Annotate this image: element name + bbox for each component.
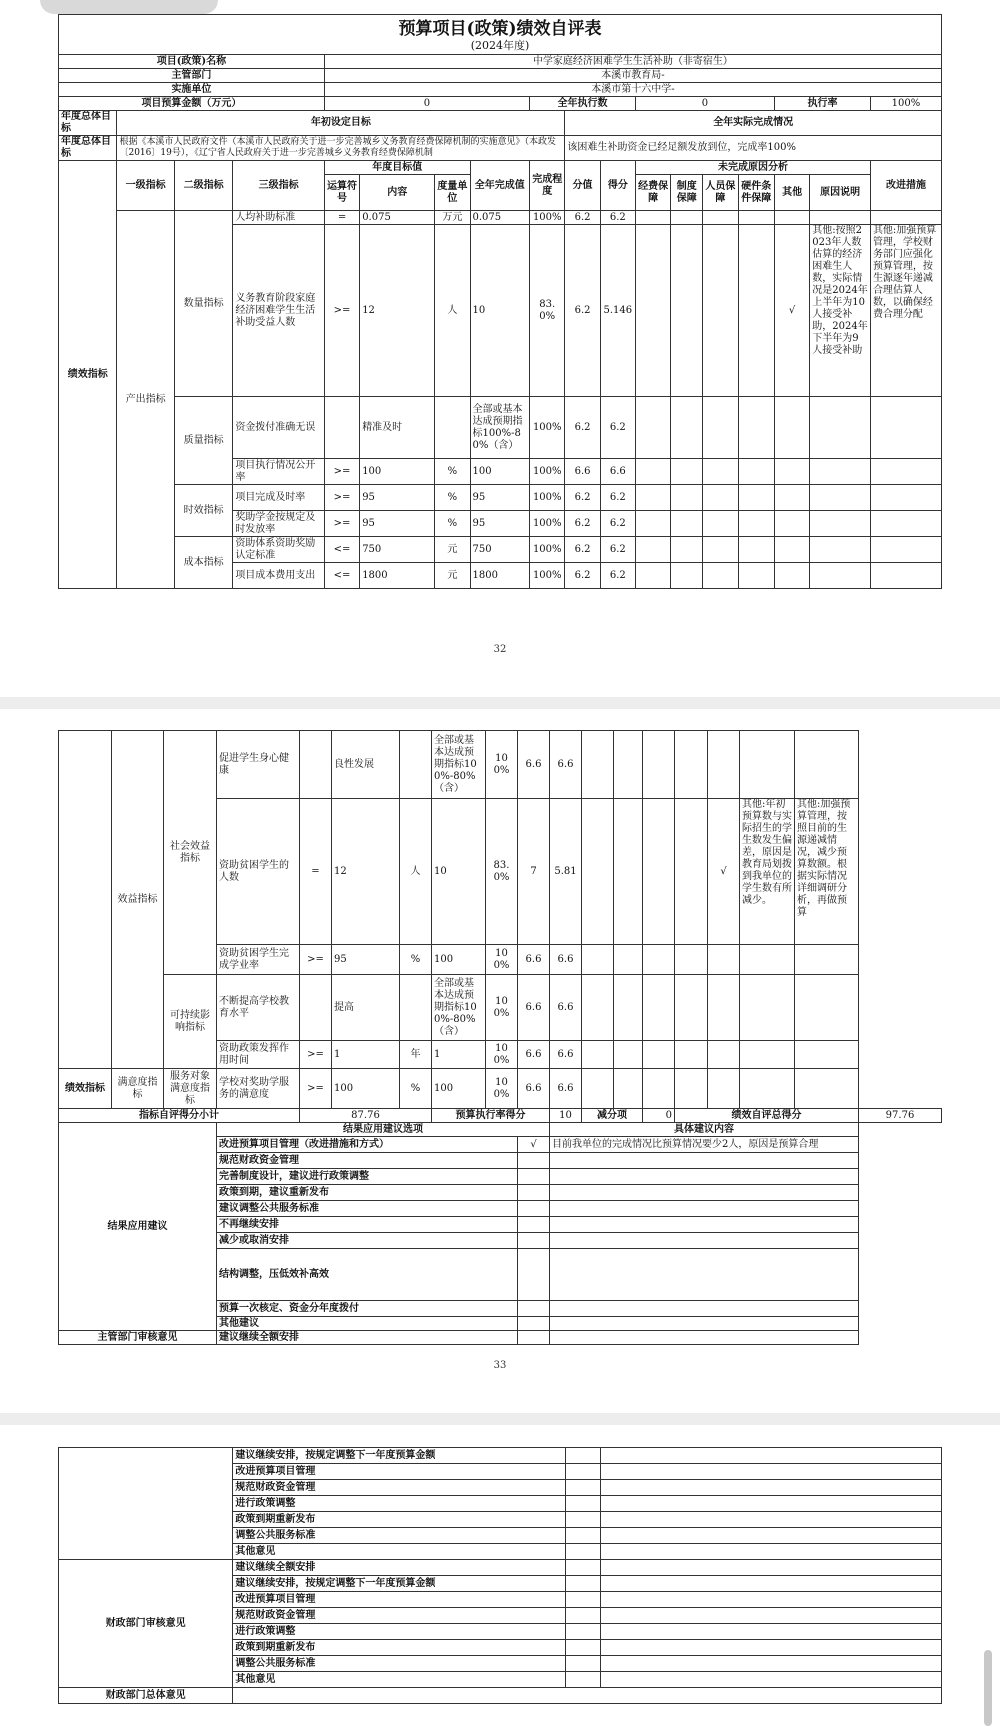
- output-label: 产出指标: [117, 211, 174, 589]
- score: 6.2: [600, 397, 635, 459]
- op: =: [324, 211, 359, 225]
- content: 精准及时: [360, 397, 435, 459]
- quantity-label: 数量指标: [174, 211, 232, 397]
- actual-text: 该困难生补助资金已经足额发放到位，完成率100%: [565, 136, 942, 161]
- content: 95: [360, 511, 435, 537]
- indicator-name: 奖助学金按规定及时发放率: [233, 511, 325, 537]
- score: 6.2: [600, 511, 635, 537]
- table-title-cell: [59, 15, 942, 55]
- full-year: 全部或基本达成预期指标100%-80%（含）: [470, 397, 530, 459]
- score: 6.2: [600, 537, 635, 563]
- scrollbar[interactable]: [984, 1650, 992, 1726]
- header-improve: 改进措施: [870, 161, 941, 211]
- dept-review-value: 建议继续全额安排: [217, 1331, 518, 1345]
- header-r5: 其他: [774, 175, 809, 211]
- review-item: 改进预算项目管理: [233, 1592, 565, 1608]
- completion: 100%: [530, 537, 565, 563]
- deduct-label: 减分项: [582, 1109, 643, 1123]
- completion: 100%: [530, 397, 565, 459]
- completion: 100%: [486, 975, 518, 1041]
- indicator-name: 促进学生身心健康: [217, 731, 300, 799]
- header-lvl2: 二级指标: [174, 161, 232, 211]
- review-item: 进行政策调整: [233, 1496, 565, 1512]
- detail-label: 具体建议内容: [550, 1123, 859, 1137]
- completion: 100%: [486, 945, 518, 975]
- option-text: 预算一次核定、资金分年度拨付: [217, 1301, 518, 1317]
- dept-label: 主管部门: [59, 69, 325, 83]
- actual-label: 全年实际完成情况: [565, 111, 942, 136]
- review-item: 建议继续安排，按规定调整下一年度预算金额: [233, 1448, 565, 1464]
- page-34: [58, 1447, 942, 1704]
- option-text: 不再继续安排: [217, 1217, 518, 1233]
- score-val: 6.2: [565, 225, 600, 397]
- score: 6.2: [600, 485, 635, 511]
- completion: 83.0%: [530, 225, 565, 397]
- review-item: 规范财政资金管理: [233, 1608, 565, 1624]
- full-year: 1: [432, 1041, 486, 1069]
- unit: [400, 975, 432, 1041]
- score-val: 6.6: [518, 975, 550, 1041]
- init-goal-label: 年初设定目标: [117, 111, 565, 136]
- completion: 83.0%: [486, 799, 518, 945]
- table-row: [59, 731, 942, 799]
- review-item: 调整公共服务标准: [233, 1528, 565, 1544]
- score: 6.6: [550, 975, 582, 1041]
- review-item: 政策到期重新发布: [233, 1512, 565, 1528]
- unit: 元: [435, 563, 470, 589]
- quality-label: 质量指标: [174, 397, 232, 485]
- review-item: 建议继续全额安排: [233, 1560, 565, 1576]
- unit-label: 实施单位: [59, 83, 325, 97]
- op: <=: [324, 537, 359, 563]
- content: 12: [360, 225, 435, 397]
- completion: 100%: [530, 459, 565, 485]
- op: >=: [300, 1041, 332, 1069]
- unit: %: [435, 485, 470, 511]
- score-val: 6.2: [565, 397, 600, 459]
- score-val: 6.6: [518, 945, 550, 975]
- op: >=: [300, 1069, 332, 1109]
- perf-indicator-label: 绩效指标: [59, 161, 117, 589]
- score-val: 6.6: [565, 459, 600, 485]
- deduct-value: 0: [643, 1109, 675, 1123]
- op: <=: [324, 563, 359, 589]
- total-value: 97.76: [859, 1109, 942, 1123]
- content: 提高: [332, 975, 400, 1041]
- content: 1800: [360, 563, 435, 589]
- op: [300, 975, 332, 1041]
- header-lvl1: 一级指标: [117, 161, 174, 211]
- top-tab: [40, 0, 218, 14]
- full-year: 1800: [470, 563, 530, 589]
- op: >=: [324, 511, 359, 537]
- time-label: 时效指标: [174, 485, 232, 537]
- score-val: 6.2: [565, 563, 600, 589]
- result-label: 结果应用建议: [59, 1123, 217, 1331]
- social-label: 社会效益指标: [164, 731, 217, 975]
- header-r2: 制度保障: [671, 175, 703, 211]
- completion: 100%: [486, 731, 518, 799]
- page-separator: [0, 1413, 1000, 1425]
- header-op: 运算符号: [324, 175, 359, 211]
- option-text: 结构调整，压低效补高效: [217, 1249, 518, 1301]
- indicator-name: 资助体系资助奖励认定标准: [233, 537, 325, 563]
- option-check: √: [518, 1137, 550, 1153]
- check-mark: √: [708, 799, 740, 945]
- review-item: 调整公共服务标准: [233, 1656, 565, 1672]
- header-unit: 度量单位: [435, 175, 470, 211]
- header-unfinished: 未完成原因分析: [635, 161, 870, 175]
- service-label: 服务对象满意度指标: [164, 1069, 217, 1109]
- total-label: 绩效自评总得分: [675, 1109, 859, 1123]
- review-table-page3: [58, 1447, 942, 1704]
- score: 6.6: [550, 731, 582, 799]
- table-row: [59, 485, 942, 511]
- option-text: 规范财政资金管理: [217, 1153, 518, 1169]
- unit: %: [435, 511, 470, 537]
- goal-label-2: 年度总体目标: [59, 136, 117, 161]
- score: 5.81: [550, 799, 582, 945]
- completion: 100%: [530, 485, 565, 511]
- score: 6.2: [600, 211, 635, 225]
- score-val: 6.6: [518, 731, 550, 799]
- content: 良性发展: [332, 731, 400, 799]
- score-val: 6.2: [565, 511, 600, 537]
- budget-label: 项目预算金额（万元）: [59, 97, 325, 111]
- finance-overall-label: 财政部门总体意见: [59, 1688, 233, 1704]
- full-year: 100: [432, 945, 486, 975]
- unit: %: [400, 1069, 432, 1109]
- rate-label: 执行率: [774, 97, 870, 111]
- evaluation-table-page2: [58, 730, 942, 1345]
- page-33: [58, 730, 942, 1345]
- dept-review-label: 主管部门审核意见: [59, 1331, 217, 1345]
- options-label: 结果应用建议选项: [217, 1123, 550, 1137]
- unit: %: [435, 459, 470, 485]
- op: =: [300, 799, 332, 945]
- op: >=: [324, 225, 359, 397]
- cost-label: 成本指标: [174, 537, 232, 589]
- header-completion: 完成程度: [530, 161, 565, 211]
- check-mark: √: [774, 225, 809, 397]
- subtotal-value: 87.76: [300, 1109, 432, 1123]
- budget-exec-score: 10: [550, 1109, 582, 1123]
- finance-review-label: 财政部门审核意见: [59, 1560, 233, 1688]
- option-text: 政策到期，建议重新发布: [217, 1185, 518, 1201]
- option-text: 完善制度设计，建议进行政策调整: [217, 1169, 518, 1185]
- full-year: 750: [470, 537, 530, 563]
- score: 6.6: [550, 945, 582, 975]
- full-year: 全部或基本达成预期指标100%-80%（含）: [432, 975, 486, 1041]
- page-number: 33: [493, 1360, 507, 1371]
- full-year: 10: [470, 225, 530, 397]
- option-detail: 目前我单位的完成情况比预算情况要少2人，原因是预算合理: [550, 1137, 859, 1153]
- page-number: 32: [493, 644, 507, 655]
- full-year: 100: [432, 1069, 486, 1109]
- indicator-name: 资金拨付准确无误: [233, 397, 325, 459]
- unit: 年: [400, 1041, 432, 1069]
- op: >=: [300, 945, 332, 975]
- table-row: [59, 975, 942, 1041]
- budget-value: 0: [324, 97, 529, 111]
- review-row: [59, 1448, 942, 1464]
- page-separator: [0, 697, 1000, 709]
- content: 750: [360, 537, 435, 563]
- header-r1: 经费保障: [635, 175, 670, 211]
- table-row: [59, 397, 942, 459]
- header-lvl3: 三级指标: [233, 161, 325, 211]
- dept: 本溪市教育局-: [324, 69, 941, 83]
- score: 6.6: [600, 459, 635, 485]
- project-name-label: 项目(政策)名称: [59, 55, 325, 69]
- table-row: [59, 1069, 942, 1109]
- score-val: 6.2: [565, 211, 600, 225]
- review-item: 政策到期重新发布: [233, 1640, 565, 1656]
- option-text: 改进预算项目管理（改进措施和方式）: [217, 1137, 518, 1153]
- unit: 本溪市第十六中学-: [324, 83, 941, 97]
- indicator-name: 不断提高学校教育水平: [217, 975, 300, 1041]
- indicator-name: 人均补助标准: [233, 211, 325, 225]
- unit: 人: [400, 799, 432, 945]
- unit: 元: [435, 537, 470, 563]
- full-year: 95: [470, 485, 530, 511]
- review-item: 建议继续安排，按规定调整下一年度预算金额: [233, 1576, 565, 1592]
- review-item: 改进预算项目管理: [233, 1464, 565, 1480]
- goal-label: 年度总体目标: [59, 111, 117, 136]
- score-val: 6.6: [518, 1041, 550, 1069]
- completion: 100%: [530, 211, 565, 225]
- score: 6.2: [600, 563, 635, 589]
- indicator-name: 资助贫困学生的人数: [217, 799, 300, 945]
- option-text: 减少或取消安排: [217, 1233, 518, 1249]
- header-content: 内容: [360, 175, 435, 211]
- review-item: 其他意见: [233, 1544, 565, 1560]
- completion: 100%: [486, 1041, 518, 1069]
- indicator-name: 资助贫困学生完成学业率: [217, 945, 300, 975]
- init-goal-text: 根据《本溪市人民政府文件（本溪市人民政府关于进一步完善城乡义务教育经费保障机制的实施意见》（本政发〔2016〕19号），《辽宁省人民政府关于进一步完善城乡义务教育经费保障机制: [117, 136, 565, 161]
- review-item: 规范财政资金管理: [233, 1480, 565, 1496]
- unit: 人: [435, 225, 470, 397]
- improve-text: 其他:加强预算管理，学校财务部门应强化预算管理，按生源逐年递减合理估算人数，以确保经费合理分配: [870, 225, 941, 397]
- indicator-name: 项目执行情况公开率: [233, 459, 325, 485]
- completion: 100%: [530, 563, 565, 589]
- score-val: 6.6: [518, 1069, 550, 1109]
- header-annual-target: 年度目标值: [324, 161, 470, 175]
- table-row: [59, 537, 942, 563]
- content: 95: [332, 945, 400, 975]
- indicator-name: 学校对奖助学服务的满意度: [217, 1069, 300, 1109]
- option-text: 建议调整公共服务标准: [217, 1201, 518, 1217]
- score-val: 6.2: [565, 485, 600, 511]
- review-item: 其他意见: [233, 1672, 565, 1688]
- review-item: 进行政策调整: [233, 1624, 565, 1640]
- completion: 100%: [486, 1069, 518, 1109]
- score-val: 6.2: [565, 537, 600, 563]
- project-name: 中学家庭经济困难学生生活补助（非寄宿生）: [324, 55, 941, 69]
- completion: 100%: [530, 511, 565, 537]
- satisf-label: 满意度指标: [112, 1069, 164, 1109]
- indicator-name: 项目成本费用支出: [233, 563, 325, 589]
- table-row: [59, 211, 942, 225]
- benefit-label: 效益指标: [112, 731, 164, 1069]
- content: 100: [332, 1069, 400, 1109]
- full-year: 10: [432, 799, 486, 945]
- header-r4: 硬件条件保障: [738, 175, 774, 211]
- score-val: 7: [518, 799, 550, 945]
- full-year: 95: [470, 511, 530, 537]
- indicator-name: 义务教育阶段家庭经济困难学生生活补助受益人数: [233, 225, 325, 397]
- full-year: 0.075: [470, 211, 530, 225]
- sustain-label: 可持续影响指标: [164, 975, 217, 1069]
- indicator-name: 项目完成及时率: [233, 485, 325, 511]
- full-year: 全部或基本达成预期指标100%-80%（含）: [432, 731, 486, 799]
- score: 5.146: [600, 225, 635, 397]
- improve-text: 其他:加强预算管理，按照目前的生源递减情况，减少预算数额。根据实际情况详细调研分析，再做预算: [795, 799, 859, 945]
- unit: 万元: [435, 211, 470, 225]
- exec-value: 0: [635, 97, 774, 111]
- unit: %: [400, 945, 432, 975]
- year-subtitle: (2024年度): [470, 38, 530, 52]
- header-score: 得分: [600, 161, 635, 211]
- op: >=: [324, 459, 359, 485]
- score: 6.6: [550, 1041, 582, 1069]
- reason-text: 其他:年初预算数与实际招生的学生数发生偏差，原因是教育局划拨到我单位的学生数有所减少。: [740, 799, 795, 945]
- content: 0.075: [360, 211, 435, 225]
- reason-text: 其他:按照2023年人数估算的经济困难生人数，实际情况是2024年上半年为10人接受补助，2024年下半年为9人接受补助: [810, 225, 871, 397]
- content: 1: [332, 1041, 400, 1069]
- budget-exec-score-label: 预算执行率得分: [432, 1109, 550, 1123]
- unit: [435, 397, 470, 459]
- header-reason: 原因说明: [810, 175, 871, 211]
- indicator-name: 资助政策发挥作用时间: [217, 1041, 300, 1069]
- perf-label: 绩效指标: [59, 1069, 112, 1109]
- op: [324, 397, 359, 459]
- rate-value: 100%: [870, 97, 941, 111]
- header-full-year: 全年完成值: [470, 161, 530, 211]
- op: [300, 731, 332, 799]
- evaluation-table-page1: [58, 14, 942, 589]
- review-row: [59, 1560, 942, 1576]
- header-r3: 人员保障: [703, 175, 738, 211]
- content: 95: [360, 485, 435, 511]
- content: 12: [332, 799, 400, 945]
- option-text: 其他建议: [217, 1317, 518, 1331]
- full-year: 100: [470, 459, 530, 485]
- header-score-val: 分值: [565, 161, 600, 211]
- exec-label: 全年执行数: [530, 97, 636, 111]
- subtotal-label: 指标自评得分小计: [59, 1109, 300, 1123]
- op: >=: [324, 485, 359, 511]
- content: 100: [360, 459, 435, 485]
- page-title: 预算项目(政策)绩效自评表: [398, 18, 602, 39]
- score: 6.6: [550, 1069, 582, 1109]
- page-32: [58, 14, 942, 589]
- unit: [400, 731, 432, 799]
